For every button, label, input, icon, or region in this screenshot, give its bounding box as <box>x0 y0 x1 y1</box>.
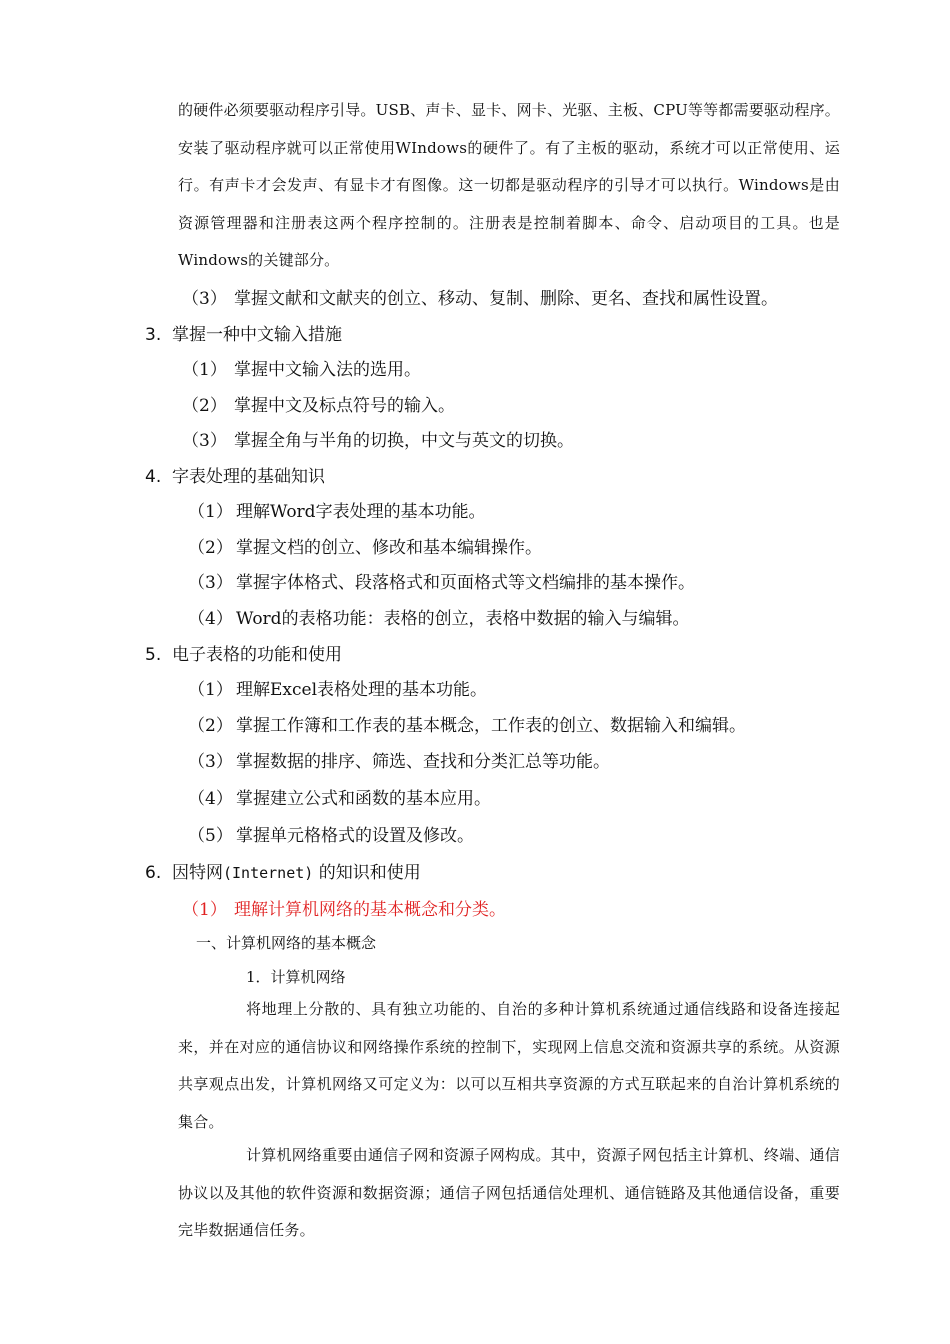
list-item <box>188 604 690 629</box>
network-paragraph-2: 计算机网络重要由通信子网和资源子网构成。其中，资源子网包括主计算机、终端、通信协议以及其他的软件资源和数据资源；通信子网包括通信处理机、通信链路及其他通信设备，重要完毕数据通信任务。 <box>178 1146 840 1240</box>
list-item <box>182 355 421 380</box>
intro-paragraph: 的硬件必须要驱动程序引导。USB、声卡、显卡、网卡、光驱、主板、CPU等等都需要驱动程序。安装了驱动程序就可以正常使用WIndows的硬件了。有了主板的驱动，系统才可以正常使用、运行。有声卡才会发声、有显卡才有图像。这一切都是驱动程序的引导才可以执行。Windows是由资源管理器和注册表这两个程序控制的。注册表是控制着脚本、命令、启动项目的工具。也是Windows的关键部分。 <box>178 101 840 270</box>
item-text: 理解计算机网络的基本概念和分类。 <box>234 900 506 920</box>
section-title: 字表处理的基础知识 <box>172 467 325 487</box>
section-number: 5. <box>145 645 162 665</box>
list-item <box>188 747 610 772</box>
list-item <box>188 821 474 846</box>
list-item <box>188 784 491 809</box>
item-number: （1） <box>182 360 227 380</box>
list-item <box>182 426 574 451</box>
item-number: （1） <box>182 900 227 920</box>
item-text: 掌握数据的排序、筛选、查找和分类汇总等功能。 <box>236 752 610 772</box>
section-heading <box>145 462 325 487</box>
item-number: （3） <box>188 573 233 593</box>
item-number: （2） <box>182 396 227 416</box>
item-number: （3） <box>188 752 233 772</box>
list-item <box>188 675 487 700</box>
section-title-internet: (Internet) <box>223 864 314 882</box>
item-text: 掌握工作簿和工作表的基本概念，工作表的创立、数据输入和编辑。 <box>236 716 746 736</box>
item-number: （3） <box>182 431 227 451</box>
section-title: 电子表格的功能和使用 <box>172 645 342 665</box>
section-heading <box>145 640 342 665</box>
item-text: 掌握单元格格式的设置及修改。 <box>236 826 474 846</box>
list-item <box>182 284 778 309</box>
item-text: 理解Word字表处理的基本功能。 <box>236 502 486 522</box>
item-text: 掌握中文输入法的选用。 <box>234 360 421 380</box>
item-text: 掌握全角与半角的切换，中文与英文的切换。 <box>234 431 574 451</box>
item-text: Word的表格功能：表格的创立，表格中数据的输入与编辑。 <box>236 609 690 629</box>
list-item <box>188 568 695 593</box>
section-title: 掌握一种中文输入措施 <box>172 325 342 345</box>
subheading: 一、计算机网络的基本概念 <box>196 934 377 952</box>
item-text: 理解Excel表格处理的基本功能。 <box>236 680 488 700</box>
list-item <box>182 391 455 416</box>
item-number: （5） <box>188 826 233 846</box>
list-item-highlighted <box>182 895 506 920</box>
item-number: （4） <box>188 789 233 809</box>
item-number: （1） <box>188 680 233 700</box>
item-text: 掌握建立公式和函数的基本应用。 <box>236 789 491 809</box>
section-number: 6. <box>145 863 162 883</box>
item-text: 掌握文档的创立、修改和基本编辑操作。 <box>236 538 542 558</box>
section-title-prefix: 因特网 <box>172 863 223 883</box>
list-item <box>188 711 746 736</box>
item-text: 掌握中文及标点符号的输入。 <box>234 396 455 416</box>
section-heading <box>145 858 421 883</box>
item-number: （1） <box>188 502 233 522</box>
section-title-suffix: 的知识和使用 <box>313 863 421 883</box>
list-item <box>188 497 486 522</box>
item-number: （2） <box>188 538 233 558</box>
item-text: 掌握文献和文献夹的创立、移动、复制、删除、更名、查找和属性设置。 <box>234 289 778 309</box>
item-number: （3） <box>182 289 227 309</box>
item-number: （4） <box>188 609 233 629</box>
network-paragraph-1: 将地理上分散的、具有独立功能的、自治的多种计算机系统通过通信线路和设备连接起来，并在对应的通信协议和网络操作系统的控制下，实现网上信息交流和资源共享的系统。从资源共享观点出发，计算机网络又可定义为：以可以互相共享资源的方式互联起来的自治计算机系统的集合。 <box>178 1000 840 1131</box>
section-number: 4. <box>145 467 162 487</box>
item-text: 掌握字体格式、段落格式和页面格式等文档编排的基本操作。 <box>236 573 695 593</box>
item-number: （2） <box>188 716 233 736</box>
list-item <box>188 533 542 558</box>
section-heading <box>145 320 342 345</box>
subsubheading: 1．计算机网络 <box>246 968 346 986</box>
section-number: 3. <box>145 325 162 345</box>
